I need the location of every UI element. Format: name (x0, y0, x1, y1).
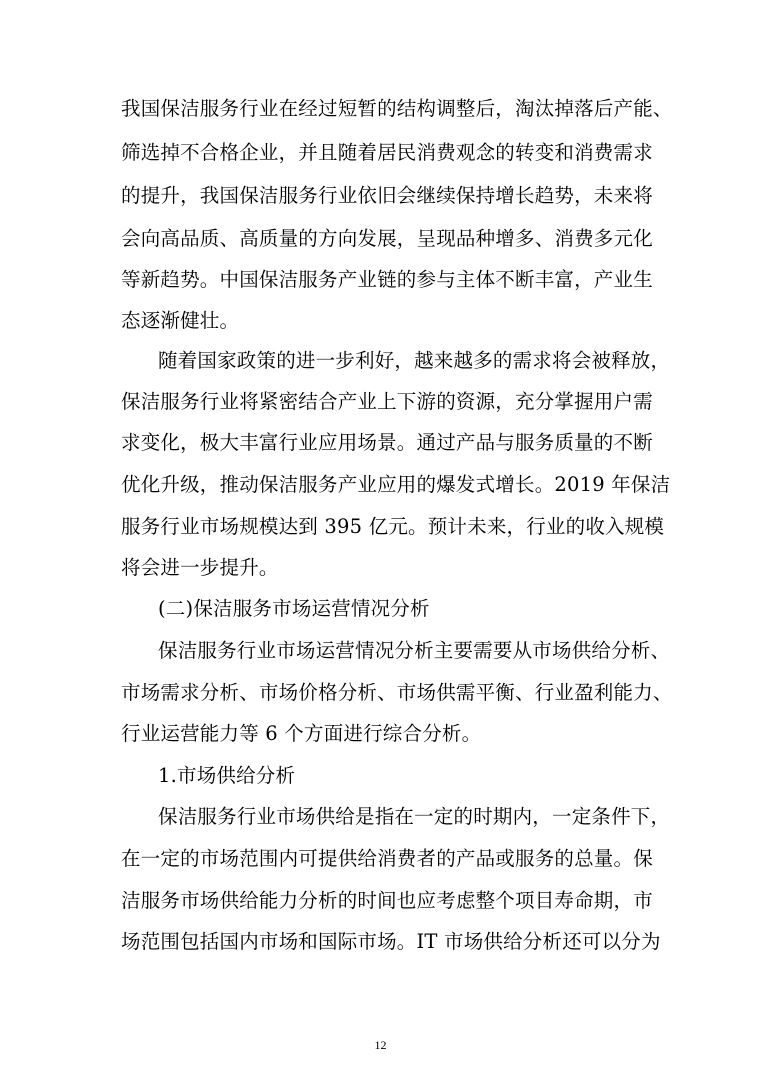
paragraph-3-line-1: 保洁服务行业市场运营情况分析主要需要从市场供给分析、 (158, 639, 671, 662)
paragraph-2-line-2: 保洁服务行业将紧密结合产业上下游的资源，充分掌握用户需 (121, 390, 653, 413)
paragraph-3-line-3: 行业运营能力等 6 个方面进行综合分析。 (121, 722, 482, 745)
subsection-heading: 1.市场供给分析 (158, 764, 296, 787)
paragraph-2-line-3: 求变化，极大丰富行业应用场景。通过产品与服务质量的不断 (121, 431, 653, 454)
page-number: 12 (374, 1038, 387, 1052)
section-heading: (二)保洁服务市场运营情况分析 (158, 597, 430, 620)
paragraph-3-line-2: 市场需求分析、市场价格分析、市场供需平衡、行业盈利能力、 (121, 681, 673, 704)
paragraph-1-line-6: 态逐渐健壮。 (121, 309, 240, 332)
paragraph-1-line-3: 的提升，我国保洁服务行业依旧会继续保持增长趋势，未来将 (121, 184, 653, 207)
paragraph-4-line-3: 洁服务市场供给能力分析的时间也应考虑整个项目寿命期，市 (121, 889, 653, 912)
paragraph-4-line-2: 在一定的市场范围内可提供给消费者的产品或服务的总量。保 (121, 847, 653, 870)
paragraph-1-line-1: 我国保洁服务行业在经过短暂的结构调整后，淘汰掉落后产能、 (121, 97, 673, 120)
paragraph-2-line-1: 随着国家政策的进一步利好，越来越多的需求将会被释放， (158, 349, 671, 372)
paragraph-1-line-2: 筛选掉不合格企业，并且随着居民消费观念的转变和消费需求 (121, 141, 653, 164)
paragraph-2-line-4: 优化升级，推动保洁服务产业应用的爆发式增长。2019 年保洁 (121, 473, 671, 496)
paragraph-2-line-5: 服务行业市场规模达到 395 亿元。预计未来，行业的收入规模 (121, 515, 665, 538)
paragraph-2-line-6: 将会进一步提升。 (121, 556, 279, 579)
paragraph-4-line-1: 保洁服务行业市场供给是指在一定的时期内，一定条件下， (158, 805, 671, 828)
paragraph-4-line-4: 场范围包括国内市场和国际市场。IT 市场供给分析还可以分为 (121, 930, 661, 953)
paragraph-1-line-4: 会向高品质、高质量的方向发展，呈现品种增多、消费多元化 (121, 227, 653, 250)
paragraph-1-line-5: 等新趋势。中国保洁服务产业链的参与主体不断丰富，产业生 (121, 268, 653, 291)
